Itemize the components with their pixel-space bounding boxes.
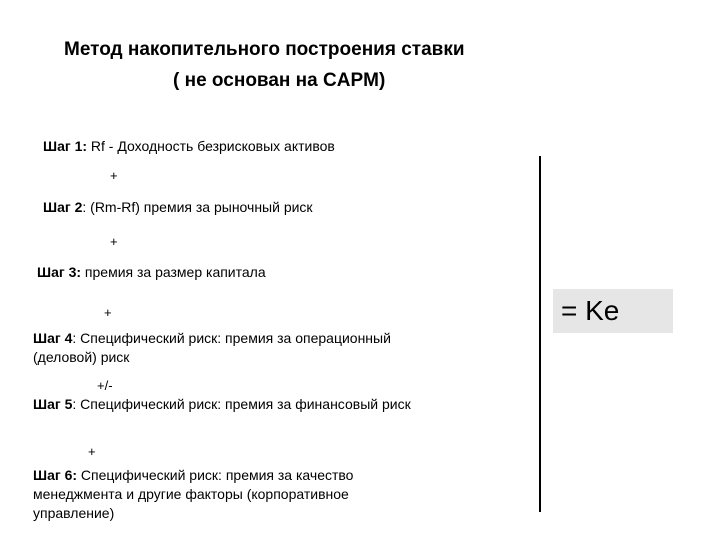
step-5-text: : Специфический риск: премия за финансовый риск xyxy=(72,396,411,412)
title-line-2: ( не основан на CAPM) xyxy=(173,70,386,91)
operator-3: + xyxy=(104,305,112,320)
divider-line xyxy=(539,156,541,512)
operator-2: + xyxy=(110,234,118,249)
operator-5: + xyxy=(88,444,96,459)
step-3-label: Шаг 3: xyxy=(37,264,82,280)
step-4-label: Шаг 4 xyxy=(33,330,73,346)
step-1-text: Rf - Доходность безрисковых активов xyxy=(87,138,335,154)
step-4-text: : Специфический риск: премия за операционный (деловой) риск xyxy=(33,330,391,365)
step-4 xyxy=(33,329,453,367)
step-3-text: премия за размер капитала xyxy=(81,264,266,280)
step-2 xyxy=(43,198,313,217)
operator-1: + xyxy=(110,168,118,183)
step-1-label: Шаг 1: xyxy=(43,138,88,154)
step-1 xyxy=(43,137,335,156)
operator-4: +/- xyxy=(97,378,113,393)
step-5 xyxy=(33,395,453,414)
result-box xyxy=(553,289,673,333)
title-line-1: Метод накопительного построения ставки xyxy=(64,39,465,60)
step-6-label: Шаг 6: xyxy=(33,467,78,483)
step-5-label: Шаг 5 xyxy=(33,396,73,412)
result-text: = Ke xyxy=(561,295,620,326)
step-3 xyxy=(37,263,266,282)
step-2-text: : (Rm-Rf) премия за рыночный риск xyxy=(82,199,313,215)
step-6 xyxy=(33,466,433,523)
step-6-text: Специфический риск: премия за качество менеджмента и другие факторы (корпоративное управление) xyxy=(33,467,354,521)
step-2-label: Шаг 2 xyxy=(43,199,83,215)
